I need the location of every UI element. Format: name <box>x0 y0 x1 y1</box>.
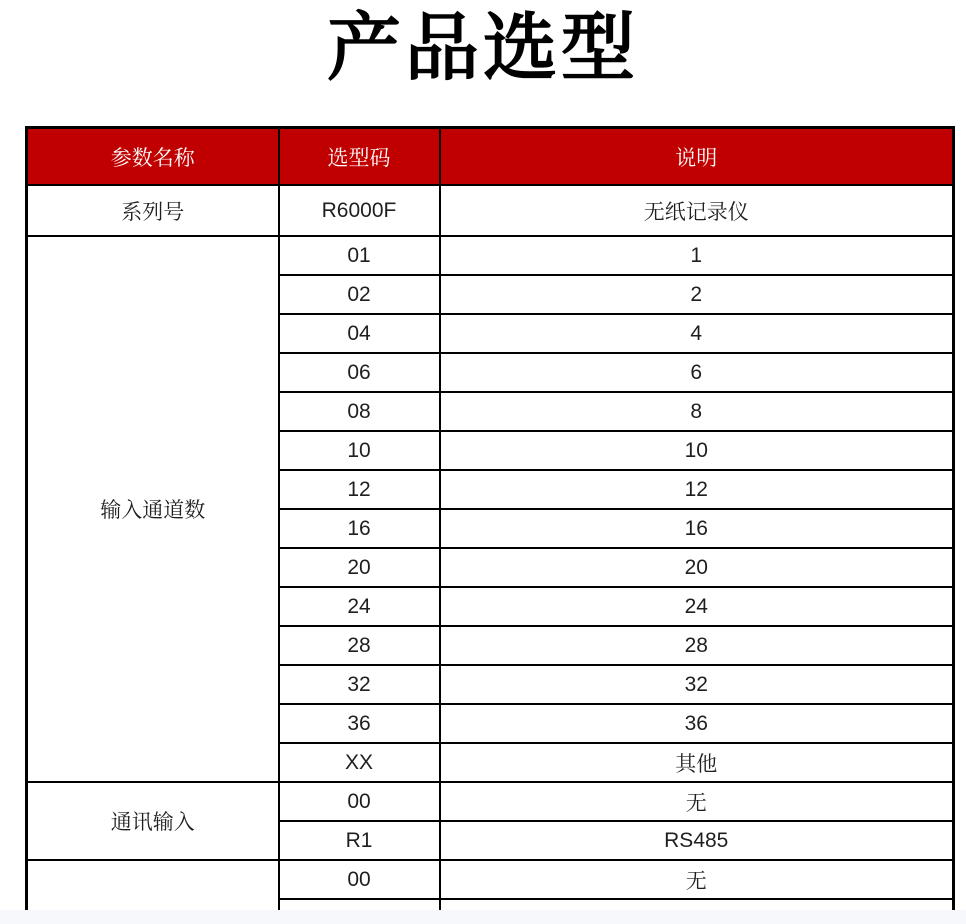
parameter-name-cell: 输入通道数 <box>27 236 279 782</box>
page-title: 产品选型 <box>327 6 639 89</box>
description-cell: 2 <box>440 275 954 314</box>
page-bottom-strip <box>0 910 966 924</box>
selection-code-cell: 00 <box>279 860 440 899</box>
selection-code-cell: 16 <box>279 509 440 548</box>
selection-code-cell: 12 <box>279 470 440 509</box>
description-cell: 4 <box>440 314 954 353</box>
description-cell: 32 <box>440 665 954 704</box>
description-cell: 28 <box>440 626 954 665</box>
selection-code-cell: R1 <box>279 821 440 860</box>
column-header-description: 说明 <box>440 127 954 185</box>
description-cell: 8 <box>440 392 954 431</box>
table-row <box>27 782 954 821</box>
product-selection-table <box>25 126 955 924</box>
selection-code-cell: 02 <box>279 275 440 314</box>
description-cell: 12 <box>440 470 954 509</box>
description-cell: 无 <box>440 860 954 899</box>
selection-code-cell: 04 <box>279 314 440 353</box>
column-header-parameter-name: 参数名称 <box>27 127 279 185</box>
description-cell: RS485 <box>440 821 954 860</box>
description-cell: 无 <box>440 782 954 821</box>
description-cell: 1 <box>440 236 954 275</box>
selection-code-cell: 08 <box>279 392 440 431</box>
table-row <box>27 185 954 236</box>
description-cell: 16 <box>440 509 954 548</box>
table-row <box>27 860 954 899</box>
selection-code-cell: 24 <box>279 587 440 626</box>
selection-code-cell: 01 <box>279 236 440 275</box>
selection-code-cell: 32 <box>279 665 440 704</box>
description-cell: 6 <box>440 353 954 392</box>
description-cell: 其他 <box>440 743 954 782</box>
selection-code-cell: 28 <box>279 626 440 665</box>
description-cell: 20 <box>440 548 954 587</box>
selection-code-cell: 10 <box>279 431 440 470</box>
table-row <box>27 236 954 275</box>
description-cell: 无纸记录仪 <box>440 185 954 236</box>
selection-code-cell: R6000F <box>279 185 440 236</box>
selection-code-cell: 36 <box>279 704 440 743</box>
parameter-name-cell: 系列号 <box>27 185 279 236</box>
table-header-row <box>27 127 954 185</box>
selection-code-cell: 00 <box>279 782 440 821</box>
description-cell: 36 <box>440 704 954 743</box>
parameter-name-cell: 通讯输入 <box>27 782 279 860</box>
column-header-selection-code: 选型码 <box>279 127 440 185</box>
selection-code-cell: 20 <box>279 548 440 587</box>
selection-code-cell: 06 <box>279 353 440 392</box>
description-cell: 10 <box>440 431 954 470</box>
selection-code-cell: XX <box>279 743 440 782</box>
description-cell: 24 <box>440 587 954 626</box>
